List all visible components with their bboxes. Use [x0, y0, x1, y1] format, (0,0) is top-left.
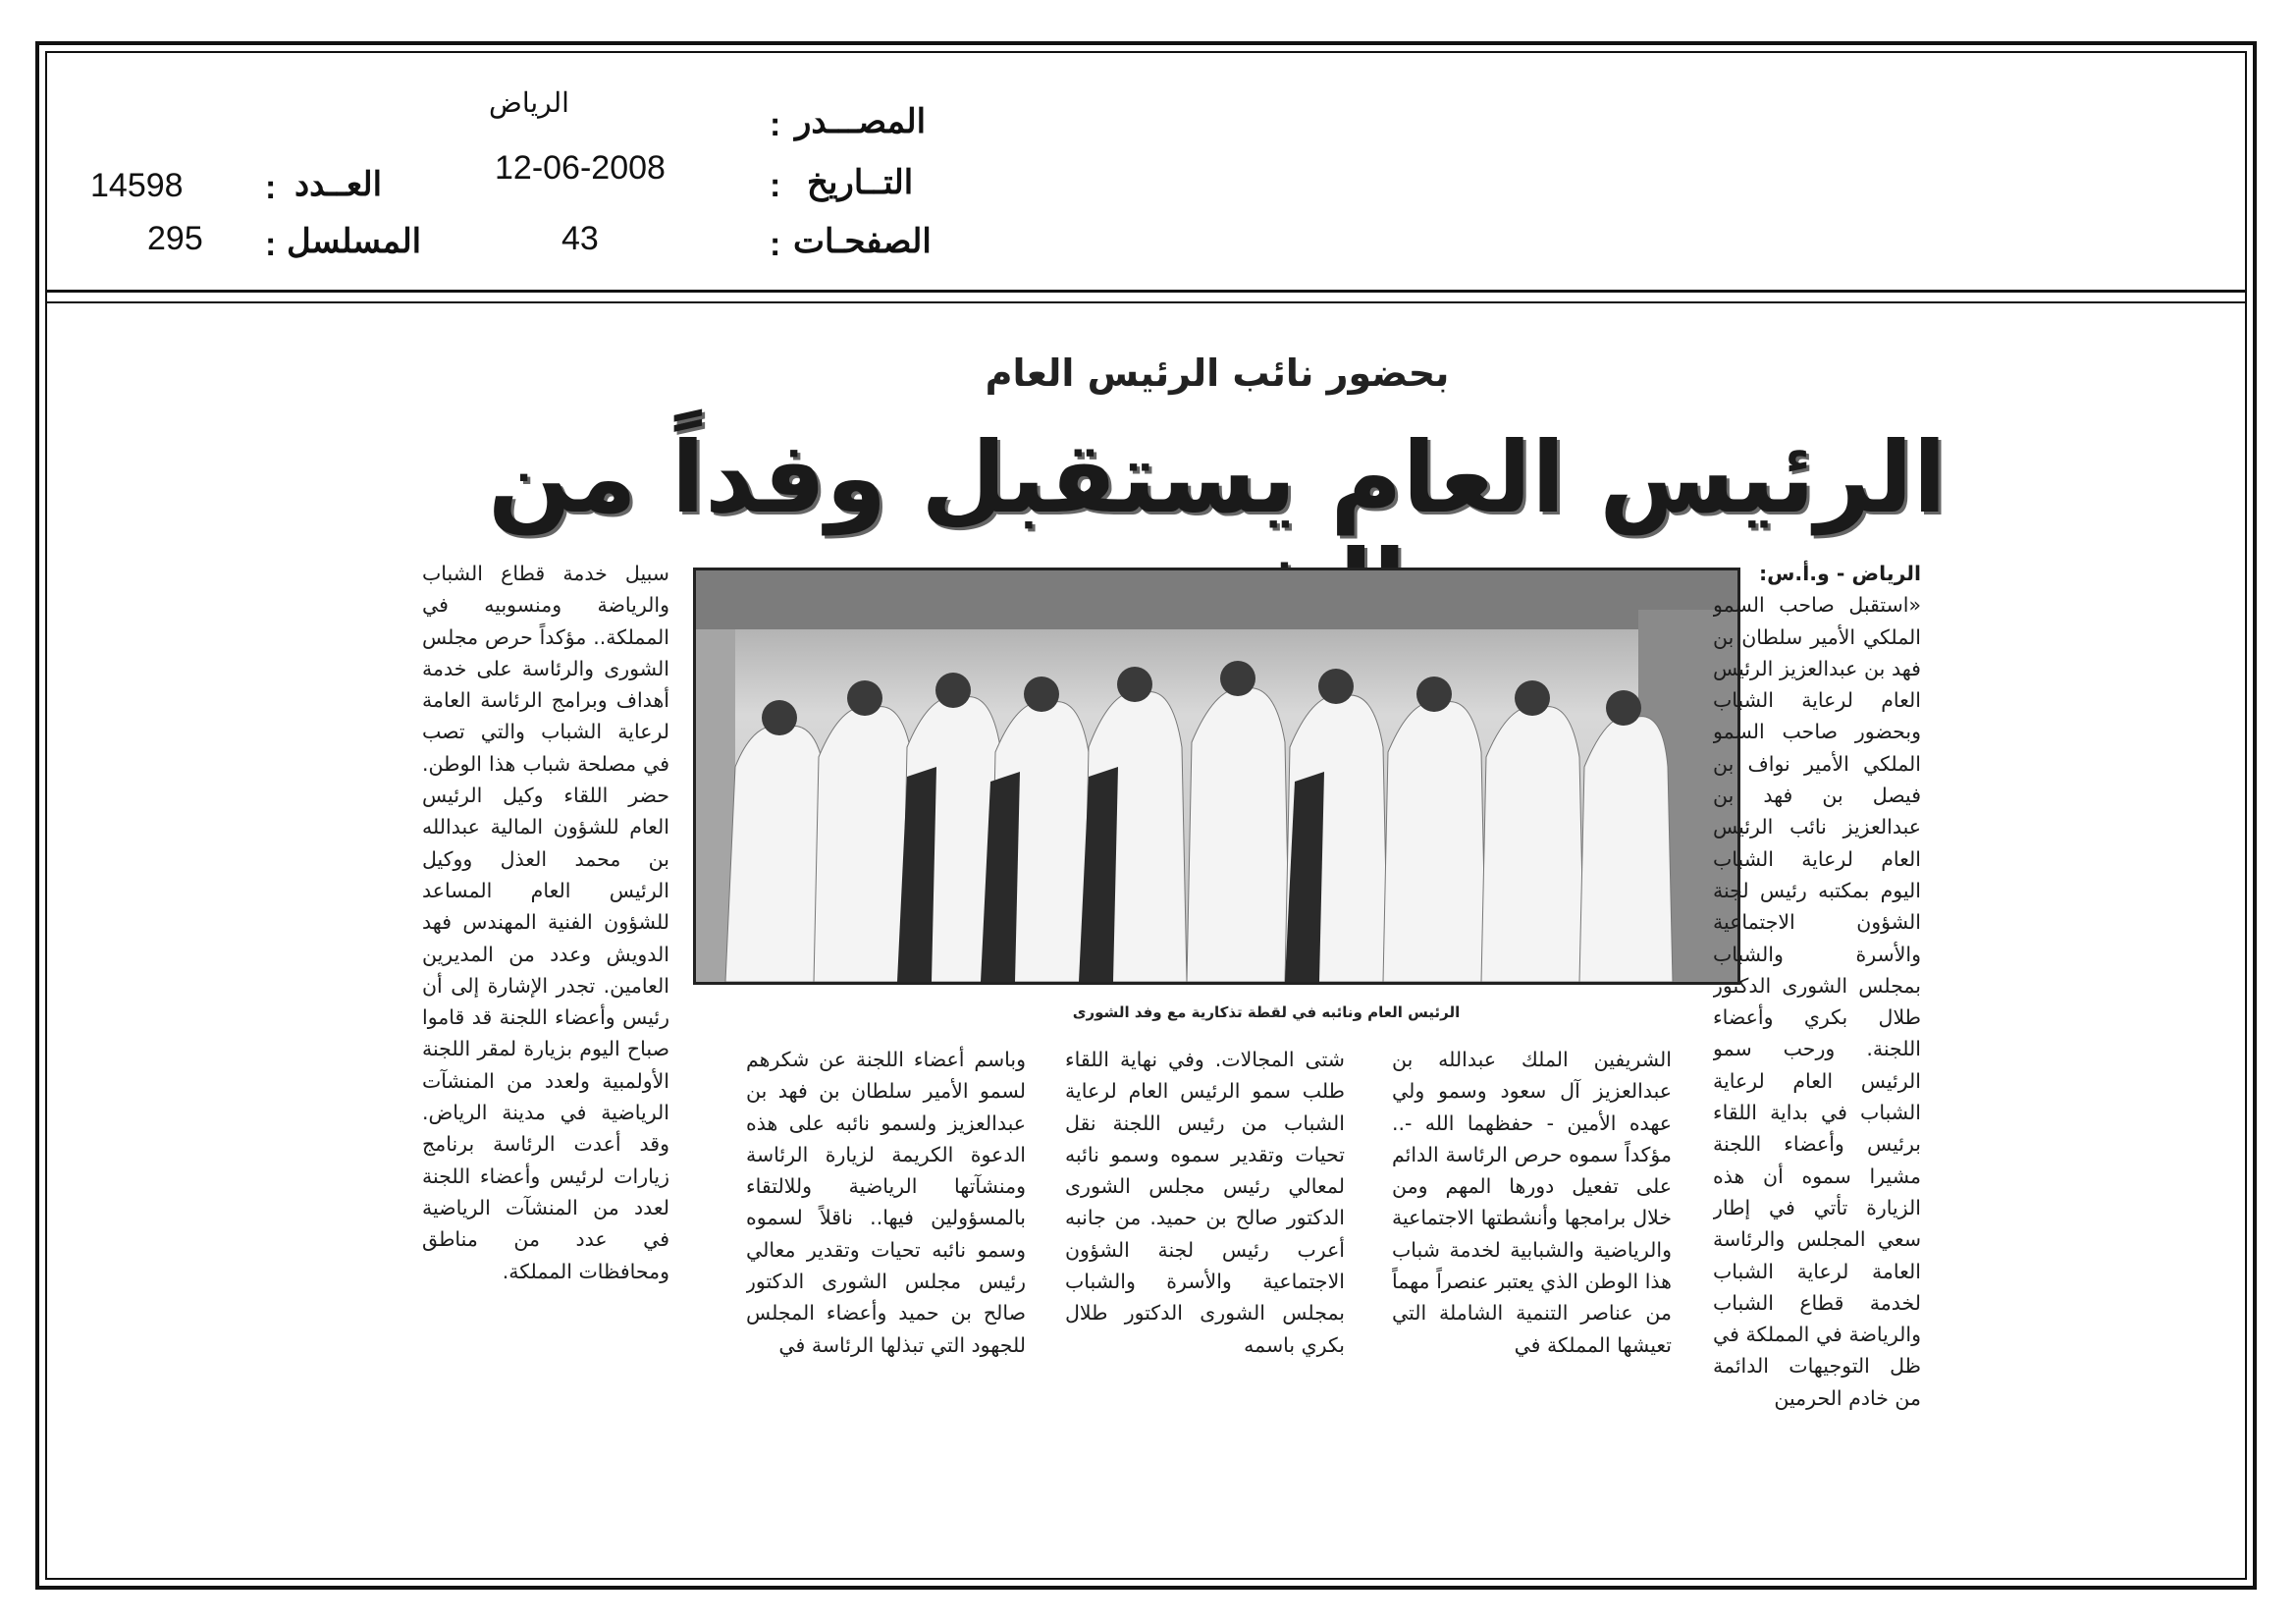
group-photo-graphic [696, 570, 1737, 982]
pages-value: 43 [561, 220, 599, 257]
issue-label: العــدد [294, 166, 383, 203]
article-photo [693, 568, 1740, 985]
serial-colon: : [265, 226, 277, 263]
article-column-2-text: الشريفين الملك عبدالله بن عبدالعزيز آل سعود وسمو ولي عهده الأمين - حفظهما الله -.. مؤكداً سموه حرص الرئاسة الدائم على تفعيل دورها المهم ومن خلال برامجها وأنشطتها الاجتماعية والرياضية والشبابية لخدمة شباب هذا الوطن الذي يعتبر عنصراً مهماً من عناصر التنمية الشاملة التي تعيشها المملكة في [1392, 1048, 1672, 1357]
pages-label: الصفحـات [793, 223, 932, 260]
serial-value: 295 [147, 220, 203, 257]
date-label: التــاريخ [807, 164, 914, 201]
serial-label: المسلسل [287, 223, 422, 260]
issue-colon: : [265, 169, 277, 206]
article-column-1-text: «استقبل صاحب السمو الملكي الأمير سلطان بن فهد بن عبدالعزيز الرئيس العام لرعاية الشباب وبحضور صاحب السمو الملكي الأمير نواف بن فيصل بن فهد بن عبدالعزيز نائب الرئيس العام لرعاية الشباب اليوم بمكتبه رئيس لجنة الشؤون الاجتماعية والأسرة والشباب بمجلس الشورى الدكتور طلال بكري وأعضاء اللجنة. ورحب سمو الرئيس العام لرعاية الشباب في بداية اللقاء برئيس وأعضاء اللجنة مشيرا سموه أن هذه الزيارة تأتي في إطار سعي المجلس والرئاسة العامة لرعاية الشباب لخدمة قطاع الشباب والرياضة في المملكة في ظل التوجيهات الدائمة من خادم الحرمين [1713, 593, 1921, 1410]
date-colon: : [770, 167, 781, 204]
article-kicker: بحضور نائب الرئيس العام [985, 352, 1450, 395]
source-value: الرياض [489, 87, 569, 118]
article-column-4-text: وباسم أعضاء اللجنة عن شكرهم لسمو الأمير سلطان بن فهد بن عبدالعزيز ولسمو نائبه على هذه الدعوة الكريمة لزيارة الرئاسة ومنشآتها الرياضية وللالتقاء بالمسؤولين فيها.. ناقلاً لسموه وسمو نائبه تحيات وتقدير معالي رئيس مجلس الشورى الدكتور صالح بن حميد وأعضاء المجلس للجهود التي تبذلها الرئاسة في [746, 1048, 1026, 1357]
article-dateline: الرياض - و.أ.س: [1758, 562, 1921, 585]
article-column-1 [1713, 558, 1921, 1412]
article-column-4 [746, 1044, 1026, 1432]
article-column-2 [1392, 1044, 1672, 1432]
article-column-3 [1065, 1044, 1345, 1432]
article-headline: الرئيس العام يستقبل وفداً من [488, 420, 1947, 535]
date-value: 12-06-2008 [495, 149, 666, 187]
issue-value: 14598 [90, 167, 184, 204]
source-colon: : [770, 106, 781, 143]
photo-caption: الرئيس العام ونائبه في لقطة تذكارية مع وفد الشورى [1072, 1003, 1461, 1021]
article-column-5-text: سبيل خدمة قطاع الشباب والرياضة ومنسوبيه في المملكة.. مؤكداً حرص مجلس الشورى والرئاسة على خدمة أهداف وبرامج الرئاسة العامة لرعاية الشباب والتي تصب في مصلحة شباب هذا الوطن. حضر اللقاء وكيل الرئيس العام للشؤون المالية عبدالله بن محمد العذل ووكيل الرئيس العام المساعد للشؤون الفنية المهندس فهد الدويش وعدد من المديرين العامين. تجدر الإشارة إلى أن رئيس وأعضاء اللجنة قد قاموا صباح اليوم بزيارة لمقر اللجنة الأولمبية ولعدد من المنشآت الرياضية في مدينة الرياض. وقد أعدت الرئاسة برنامج زيارات لرئيس وأعضاء اللجنة لعدد من المنشآت الرياضية في عدد من مناطق ومحافظات المملكة. [422, 562, 669, 1283]
source-label: المصـــدر [795, 103, 927, 140]
pages-colon: : [770, 226, 781, 263]
header-divider [45, 290, 2247, 303]
article-column-3-text: شتى المجالات. وفي نهاية اللقاء طلب سمو الرئيس العام لرعاية الشباب من رئيس اللجنة نقل تحيات وتقدير سموه وسمو نائبه لمعالي رئيس مجلس الشورى الدكتور صالح بن حميد. من جانبه أعرب رئيس لجنة الشؤون الاجتماعية والأسرة والشباب بمجلس الشورى الدكتور طلال بكري باسمه [1065, 1048, 1345, 1357]
article-column-5 [422, 558, 669, 1432]
